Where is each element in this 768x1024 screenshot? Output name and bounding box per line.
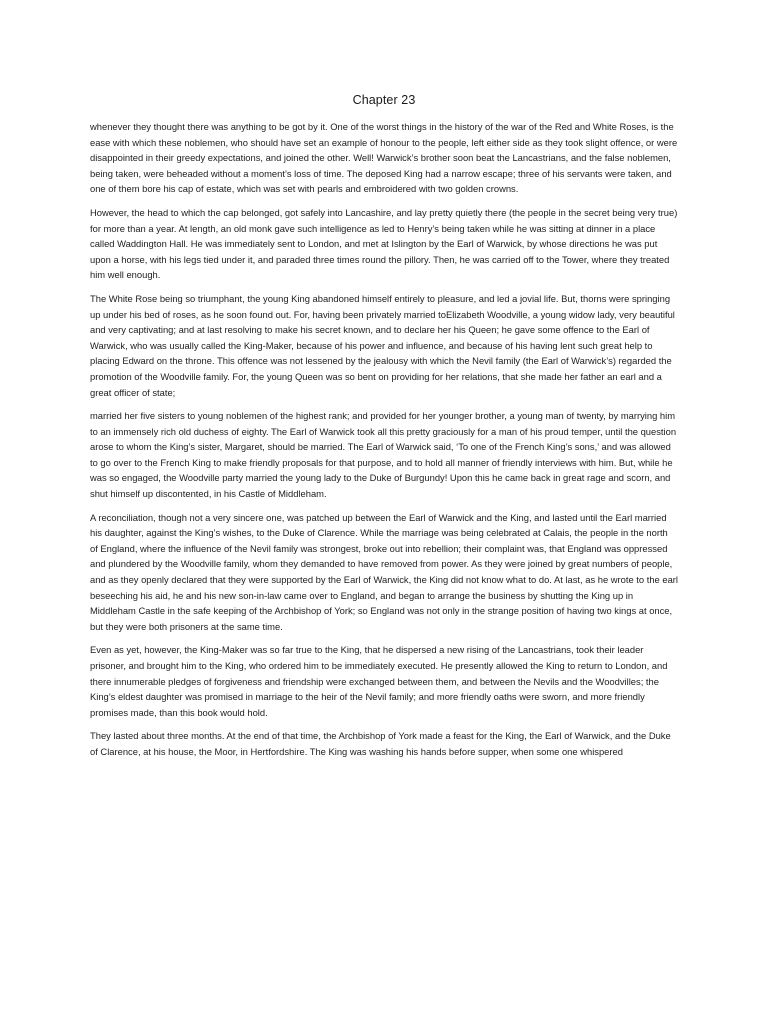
- paragraph: married her five sisters to young noblemen of the highest rank; and provided for her younger brother, a young man of twenty, by marrying him to an immensely rich old duchess of eighty. The Earl of Warwick took all this pretty graciously for a man of his proud temper, until the question arose to whom the King’s sister, Margaret, should be married. The Earl of Warwick said, ‘To one of the French King’s sons,’ and was allowed to go over to the French King to make friendly proposals for that purpose, and to hold all manner of friendly interviews with him. But, while he was so engaged, the Woodville party married the young lady to the Duke of Burgundy! Upon this he came back in great rage and scorn, and shut himself up discontented, in his Castle of Middleham.: [90, 410, 677, 500]
- paragraph: However, the head to which the cap belonged, got safely into Lancashire, and lay pretty quietly there (the people in the secret being very true) for more than a year. At length, an old monk gave such intelligence as led to Henry’s being taken while he was sitting at dinner in a place called Waddington Hall. He was immediately sent to London, and met at Islington by the Earl of Warwick, by whose directions he was put upon a horse, with his legs tied under it, and paraded three times round the pillory. Then, he was carried off to the Tower, where they treated him well enough.: [90, 206, 678, 281]
- document-page: [90, 93, 678, 768]
- paragraph: Even as yet, however, the King-Maker was so far true to the King, that he dispersed a new rising of the Lancastrians, took their leader prisoner, and brought him to the King, who ordered him to be immediately executed. He presently allowed the King to return to London, and there innumerable pledges of forgiveness and friendship were exchanged between them, and between the Nevils and the Woodvilles; the King’s eldest daughter was promised in marriage to the heir of the Nevil family; and more friendly oaths were sworn, and more friendly promises made, than this book would hold.: [90, 644, 668, 718]
- paragraph: whenever they thought there was anything to be got by it. One of the worst things in the history of the war of the Red and White Roses, is the ease with which these noblemen, who should have set an example of honour to the people, left either side as they took slight offence, or were disappointed in their greedy expectations, and joined the other. Well! Warwick’s brother soon beat the Lancastrians, and the false noblemen, being taken, were beheaded without a moment’s loss of time. The deposed King had a narrow escape; three of his servants were taken, and one of them bore his cap of estate, which was set with pearls and embroidered with two golden crowns.: [90, 121, 678, 195]
- paragraph: A reconciliation, though not a very sincere one, was patched up between the Earl of Warwick and the King, and lasted until the Earl married his daughter, against the King’s wishes, to the Duke of Clarence. While the marriage was being celebrated at Calais, the people in the north of England, where the influence of the Nevil family was strongest, broke out into rebellion; their complaint was, that England was oppressed and plundered by the Woodville family, whom they demanded to have removed from power. As they were joined by great numbers of people, and as they openly declared that they were supported by the Earl of Warwick, the King did not know what to do. At last, as he wrote to the earl beseeching his aid, he and his new son-in-law came over to England, and began to arrange the business by shutting the King up in Middleham Castle in the safe keeping of the Archbishop of York; so England was not only in the strange position of having two kings at once, but they were both prisoners at the same time.: [90, 511, 679, 632]
- paragraph: The White Rose being so triumphant, the young King abandoned himself entirely to pleasure, and led a jovial life. But, thorns were springing up under his bed of roses, as he soon found out. For, having been privately married toElizabeth Woodville, a young widow lady, very beautiful and very captivating; and at last resolving to make his secret known, and to declare her his Queen; he gave some offence to the Earl of Warwick, who was usually called the King-Maker, because of his power and influence, and because of his having lent such great help to placing Edward on the throne. This offence was not lessened by the jealousy with which the Nevil family (the Earl of Warwick’s) regarded the promotion of the Woodville family. For, the young Queen was so bent on providing for her relations, that she made her father an earl and a great officer of state;: [90, 292, 675, 398]
- paragraph: They lasted about three months. At the end of that time, the Archbishop of York made a feast for the King, the Earl of Warwick, and the Duke of Clarence, at his house, the Moor, in Hertfordshire. The King was washing his hands before supper, when some one whispered: [90, 730, 671, 757]
- chapter-title: Chapter 23: [352, 93, 416, 107]
